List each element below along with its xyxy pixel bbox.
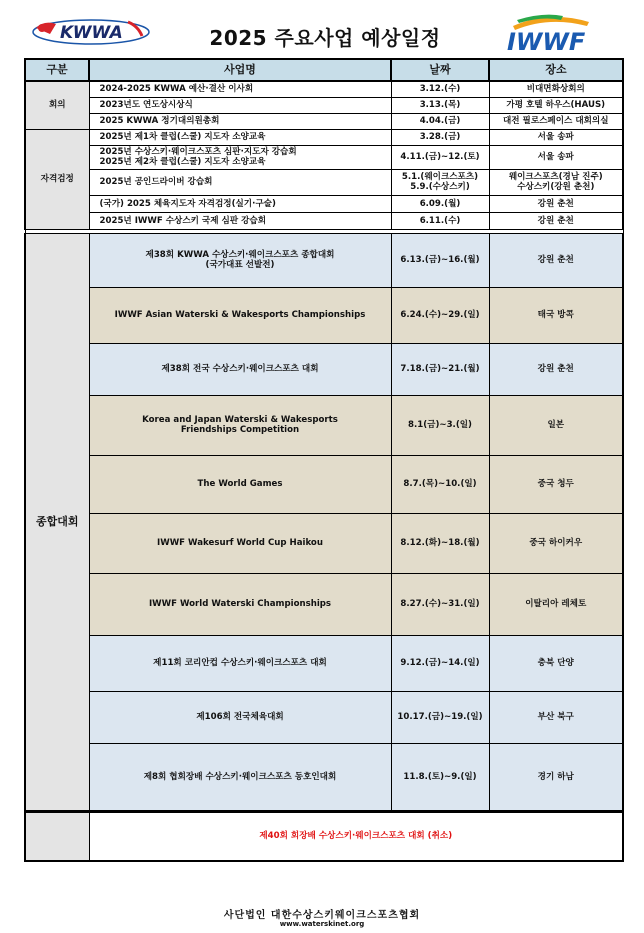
table-row (25, 635, 623, 691)
event-date: 8.12.(화)~18.(월) (391, 513, 489, 573)
event-date: 9.12.(금)~14.(일) (391, 635, 489, 691)
table-row (25, 513, 623, 573)
event-date: 3.12.(수) (391, 81, 489, 97)
event-place: 비대면화상회의 (489, 81, 623, 97)
event-date: 3.28.(금) (391, 129, 489, 145)
event-place (489, 169, 623, 195)
event-place: 일본 (489, 395, 623, 455)
event-place-line1: 웨이크스포츠(경남 진주) (508, 172, 603, 182)
event-date: 8.7.(목)~10.(일) (391, 455, 489, 513)
cancelled-category-cell (25, 811, 89, 861)
event-date: 4.11.(금)~12.(토) (391, 145, 489, 169)
schedule-table (24, 58, 624, 862)
event-date (391, 169, 489, 195)
table-row (25, 169, 623, 195)
event-name: IWWF Wakesurf World Cup Haikou (89, 513, 391, 573)
event-place-line2: 수상스키(강원 춘천) (517, 182, 595, 192)
iwwf-logo (503, 12, 595, 54)
table-row (25, 573, 623, 635)
table-row (25, 113, 623, 129)
event-place: 강원 춘천 (489, 195, 623, 212)
event-place: 강원 춘천 (489, 343, 623, 395)
iwwf-logo-text: IWWF (507, 28, 586, 54)
event-name: IWWF World Waterski Championships (89, 573, 391, 635)
event-name (89, 145, 391, 169)
table-row (25, 97, 623, 113)
event-place: 이탈리아 레체토 (489, 573, 623, 635)
col-header-date: 날짜 (391, 59, 489, 81)
event-name: 제106회 전국체육대회 (89, 691, 391, 743)
event-name-line1: 제38회 KWWA 수상스키·웨이크스포츠 종합대회 (145, 250, 335, 260)
table-row (25, 212, 623, 229)
event-place: 부산 북구 (489, 691, 623, 743)
event-date: 8.1(금)~3.(일) (391, 395, 489, 455)
event-place: 대전 필로스페이스 대회의실 (489, 113, 623, 129)
event-name (89, 233, 391, 287)
table-header-row (25, 59, 623, 81)
event-place: 강원 춘천 (489, 212, 623, 229)
page-header (0, 0, 644, 60)
event-place: 태국 방콕 (489, 287, 623, 343)
event-name: 2025년 공인드라이버 강습회 (89, 169, 391, 195)
event-name: 2025년 제1차 클럽(스쿨) 지도자 소양교육 (89, 129, 391, 145)
col-header-place: 장소 (489, 59, 623, 81)
kwwa-logo-text: KWWA (60, 23, 123, 43)
event-name: IWWF Asian Waterski & Wakesports Championships (89, 287, 391, 343)
footer-url: www.waterskinet.org (279, 920, 365, 928)
table-row (25, 455, 623, 513)
event-place: 충북 단양 (489, 635, 623, 691)
event-date: 11.8.(토)~9.(일) (391, 743, 489, 811)
category-comp: 종합대회 (25, 233, 89, 811)
kwwa-logo (30, 14, 152, 48)
table-row (25, 691, 623, 743)
cancelled-row (25, 811, 623, 861)
event-name-line2: Friendships Competition (180, 425, 300, 435)
event-place: 중국 청두 (489, 455, 623, 513)
event-place: 경기 하남 (489, 743, 623, 811)
table-row (25, 233, 623, 287)
table-row (25, 195, 623, 212)
table-row (25, 287, 623, 343)
category-cert: 자격검정 (25, 129, 89, 229)
event-name: 제38회 전국 수상스키·웨이크스포츠 대회 (89, 343, 391, 395)
event-name-line1: 2025년 수상스키·웨이크스포츠 심판·지도자 강습회 (99, 147, 297, 157)
event-name: 제11회 코리안컵 수상스키·웨이크스포츠 대회 (89, 635, 391, 691)
page-title: 2025 주요사업 예상일정 (209, 26, 441, 50)
event-place: 서울 송파 (489, 129, 623, 145)
event-name: 2023년도 연도상시상식 (89, 97, 391, 113)
event-date: 10.17.(금)~19.(일) (391, 691, 489, 743)
event-name: 2024-2025 KWWA 예산·결산 이사회 (89, 81, 391, 97)
event-date: 6.13.(금)~16.(월) (391, 233, 489, 287)
event-name: 2025 KWWA 정기대의원총회 (89, 113, 391, 129)
table-row (25, 395, 623, 455)
event-name-line2: 2025년 제2차 클럽(스쿨) 지도자 소양교육 (99, 157, 266, 167)
event-date-line2: 5.9.(수상스키) (410, 182, 470, 192)
event-name: (국가) 2025 체육지도자 자격검정(실기·구술) (89, 195, 391, 212)
event-place: 서울 송파 (489, 145, 623, 169)
col-header-name: 사업명 (89, 59, 391, 81)
event-name-line1: Korea and Japan Waterski & Wakesports (142, 415, 338, 425)
table-row (25, 129, 623, 145)
event-name: 제8회 협회장배 수상스키·웨이크스포츠 동호인대회 (89, 743, 391, 811)
table-row (25, 81, 623, 97)
event-date: 3.13.(목) (391, 97, 489, 113)
table-row (25, 145, 623, 169)
event-name-line2: (국가대표 선발전) (205, 260, 275, 270)
cancelled-event: 제40회 회장배 수상스키·웨이크스포츠 대회 (취소) (89, 811, 623, 861)
event-date: 6.09.(월) (391, 195, 489, 212)
table-row (25, 743, 623, 811)
event-name: 2025년 IWWF 수상스키 국제 심판 강습회 (89, 212, 391, 229)
event-date: 6.11.(수) (391, 212, 489, 229)
col-header-category: 구분 (25, 59, 89, 81)
table-row (25, 343, 623, 395)
event-date: 6.24.(수)~29.(일) (391, 287, 489, 343)
event-name: The World Games (89, 455, 391, 513)
event-date: 8.27.(수)~31.(일) (391, 573, 489, 635)
footer-org-name: 사단법인 대한수상스키웨이크스포츠협회 (223, 910, 421, 921)
event-name (89, 395, 391, 455)
event-date: 7.18.(금)~21.(월) (391, 343, 489, 395)
event-date-line1: 5.1.(웨이크스포츠) (401, 172, 479, 182)
event-place: 가평 호텔 하우스(HAUS) (489, 97, 623, 113)
event-place: 강원 춘천 (489, 233, 623, 287)
event-place: 중국 하이커우 (489, 513, 623, 573)
category-meeting: 회의 (25, 81, 89, 129)
event-date: 4.04.(금) (391, 113, 489, 129)
